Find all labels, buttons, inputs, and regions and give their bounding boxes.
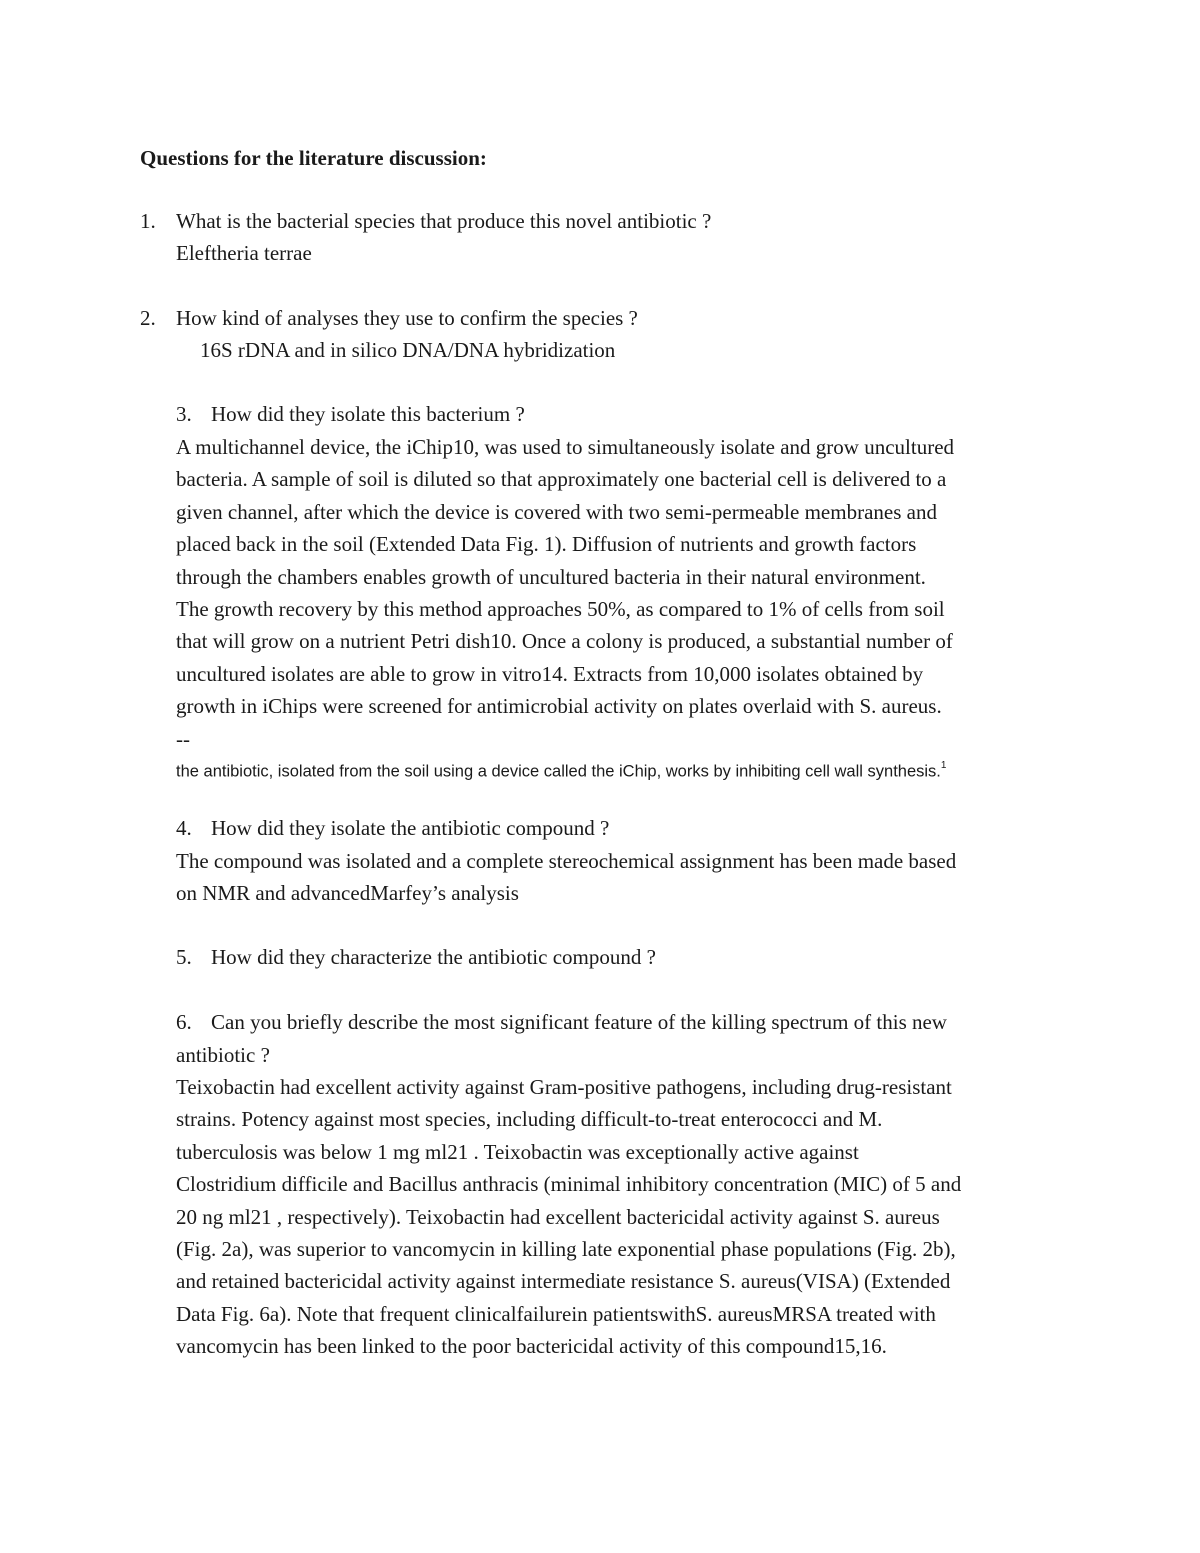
answer-3 [176,431,1076,723]
question-3 [176,398,525,431]
question-4-number: 4. [176,816,192,840]
question-6 [176,1006,1076,1071]
question-5 [176,941,656,974]
question-5-number: 5. [176,945,192,969]
answer-1: Eleftheria terrae [176,241,312,265]
question-4 [176,812,609,845]
citation-note-text: the antibiotic, isolated from the soil using a device called the iChip, works by inhibiting cell wall synthesis. [176,762,941,781]
answer-3-line: that will grow on a nutrient Petri dish10. Once a colony is produced, a substantial number of [176,629,953,654]
answer-6-line: Data Fig. 6a). Note that frequent clinicalfailurein patientswithS. aureusMRSA treated with [176,1301,936,1326]
answer-3-line: uncultured isolates are able to grow in vitro14. Extracts from 10,000 isolates obtained by [176,661,924,686]
answer-6-line: tuberculosis was below 1 mg ml21 . Teixobactin was exceptionally active against [176,1139,859,1164]
question-3-number: 3. [176,402,192,426]
question-1 [140,205,711,238]
question-6-text: Can you briefly describe the most significant feature of the killing spectrum of this new [211,1010,947,1034]
citation-note [176,756,946,784]
answer-3-line: bacteria. A sample of soil is diluted so that approximately one bacterial cell is delivered to a [176,467,947,492]
answer-6-line: vancomycin has been linked to the poor bactericidal activity of this compound15,16. [176,1334,887,1359]
question-6-number: 6. [176,1010,192,1034]
question-4-text: How did they isolate the antibiotic compound ? [211,816,610,840]
answer-2: 16S rDNA and in silico DNA/DNA hybridization [200,338,616,362]
answer-6 [176,1071,1076,1363]
answer-3-line: given channel, after which the device is covered with two semi-permeable membranes and [176,499,937,524]
answer-6-line: 20 ng ml21 , respectively). Teixobactin had excellent bactericidal activity against S. aureus [176,1204,940,1229]
question-3-text: How did they isolate this bacterium ? [211,402,525,426]
question-2-text: How kind of analyses they use to confirm the species ? [176,306,638,330]
answer-3-line: A multichannel device, the iChip10, was used to simultaneously isolate and grow uncultured [176,435,955,459]
question-2 [140,302,638,335]
answer-3-line: through the chambers enables growth of uncultured bacteria in their natural environment. [176,564,926,589]
answer-4-line: on NMR and advancedMarfey’s analysis [176,881,519,906]
question-6-text-cont: antibiotic ? [176,1042,270,1067]
separator-dash: -- [176,727,190,751]
answer-3-line: placed back in the soil (Extended Data Fig. 1). Diffusion of nutrients and growth factors [176,532,917,557]
answer-6-line: Clostridium difficile and Bacillus anthracis (minimal inhibitory concentration (MIC) of 5 and [176,1172,962,1197]
question-5-text: How did they characterize the antibiotic compound ? [211,945,656,969]
answer-6-line: Teixobactin had excellent activity against Gram-positive pathogens, including drug-resistant [176,1075,952,1099]
answer-3-line: growth in iChips were screened for antimicrobial activity on plates overlaid with S. aureus. [176,694,942,719]
question-1-number: 1. [140,209,156,233]
question-2-number: 2. [140,306,156,330]
question-1-text: What is the bacterial species that produce this novel antibiotic ? [176,209,712,233]
answer-4-line: The compound was isolated and a complete stereochemical assignment has been made based [176,849,957,873]
page-title: Questions for the literature discussion: [140,146,487,170]
answer-4 [176,845,1076,910]
footnote-marker[interactable]: 1 [940,760,947,771]
answer-6-line: strains. Potency against most species, including difficult-to-treat enterococci and M. [176,1107,883,1132]
answer-6-line: and retained bactericidal activity against intermediate resistance S. aureus(VISA) (Extended [176,1269,951,1294]
answer-6-line: (Fig. 2a), was superior to vancomycin in killing late exponential phase populations (Fig. 2b), [176,1237,956,1262]
answer-3-line: The growth recovery by this method approaches 50%, as compared to 1% of cells from soil [176,597,945,622]
